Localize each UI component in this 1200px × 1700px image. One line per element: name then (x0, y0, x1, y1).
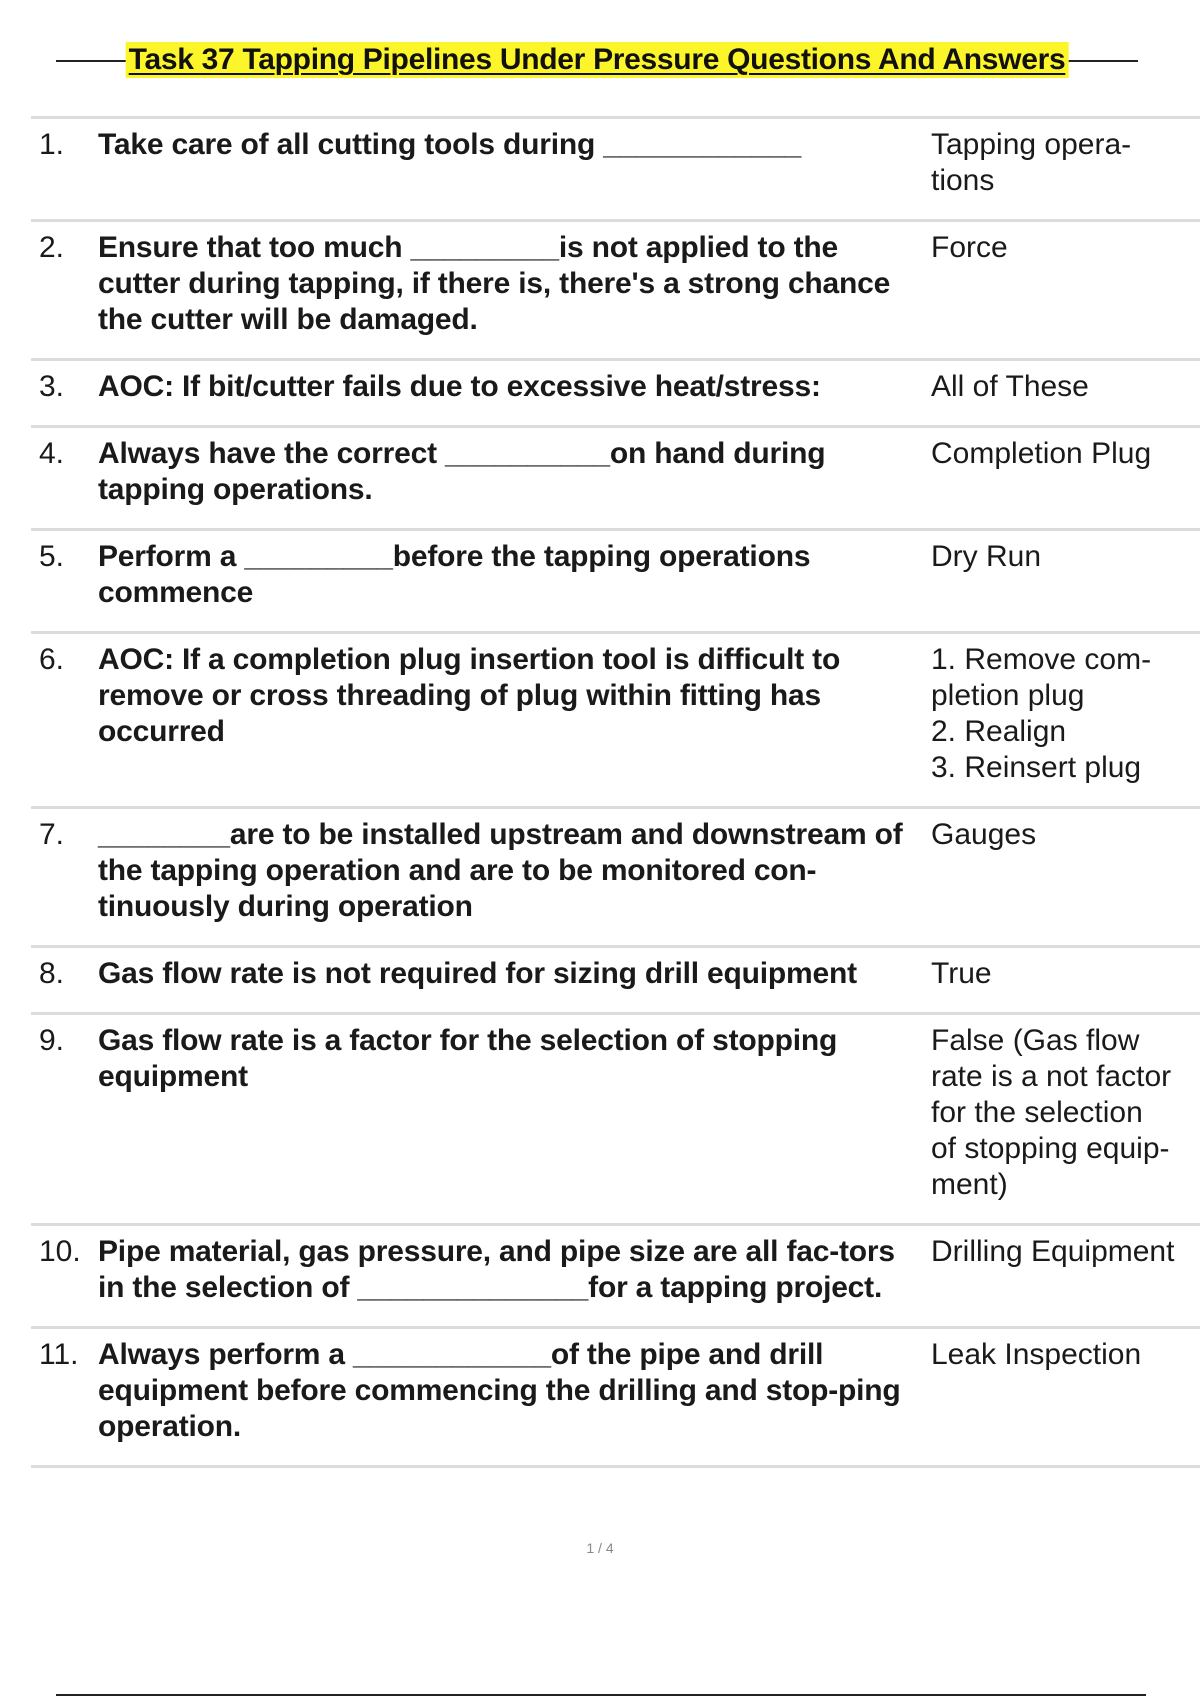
question-number: 1. (39, 128, 65, 161)
question-number: 2. (39, 231, 65, 264)
question-number: 7. (39, 818, 65, 851)
question-number: 9. (39, 1024, 65, 1057)
answer-text: True (931, 957, 992, 990)
question-text: Perform a _________before the tapping operations commence (98, 540, 811, 609)
answer-text: Tapping opera- tions (931, 128, 1132, 197)
answer-text: Completion Plug (931, 437, 1152, 470)
question-text: Gas flow rate is not required for sizing drill equipment (98, 957, 857, 990)
question-text: Always perform a ____________of the pipe and drill equipment before commencing the drilling and stop-ping operation. (98, 1338, 901, 1443)
question-text: Pipe material, gas pressure, and pipe size are all fac-tors in the selection of ______________for a tapping project. (98, 1235, 895, 1304)
question-text: Always have the correct __________on hand during tapping operations. (98, 437, 826, 506)
table-row (31, 1329, 1200, 1468)
answer-text: False (Gas flow rate is a not factor for the selection of stopping equip- ment) (931, 1024, 1172, 1201)
answer-text: 1. Remove com- pletion plug 2. Realign 3. Reinsert plug (931, 643, 1152, 784)
question-number: 3. (39, 370, 65, 403)
question-text: AOC: If bit/cutter fails due to excessive heat/stress: (98, 370, 821, 403)
answer-text: All of These (931, 370, 1089, 403)
question-number: 4. (39, 437, 65, 470)
table-row (31, 634, 1200, 809)
question-number: 6. (39, 643, 65, 676)
answer-text: Dry Run (931, 540, 1042, 573)
table-row (31, 809, 1200, 948)
table-row (31, 531, 1200, 634)
title-bar (56, 40, 1138, 80)
page-number: 1 / 4 (586, 1540, 614, 1556)
page-title: Task 37 Tapping Pipelines Under Pressure Questions And Answers (126, 42, 1069, 78)
table-row (31, 428, 1200, 531)
table-row (31, 222, 1200, 361)
table-row (31, 1226, 1200, 1329)
answer-text: Gauges (931, 818, 1037, 851)
question-number: 8. (39, 957, 65, 990)
table-row (31, 948, 1200, 1015)
table-row (31, 361, 1200, 428)
question-number: 11. (39, 1338, 79, 1371)
answer-text: Force (931, 231, 1008, 264)
answer-text: Drilling Equipment (931, 1235, 1175, 1268)
question-text: ________are to be installed upstream and downstream of the tapping operation and are to be monitored con-tinuously during operation (98, 818, 903, 923)
question-text: Gas flow rate is a factor for the selection of stopping equipment (98, 1024, 838, 1093)
question-text: AOC: If a completion plug insertion tool is difficult to remove or cross threading of plug within fitting has occurred (98, 643, 841, 748)
answer-text: Leak Inspection (931, 1338, 1142, 1371)
table-row (31, 119, 1200, 222)
question-number: 5. (39, 540, 65, 573)
question-text: Take care of all cutting tools during ____________ (98, 128, 802, 161)
qa-table (31, 116, 1200, 1468)
question-number: 10. (39, 1235, 81, 1268)
bottom-rule (56, 1694, 1146, 1696)
question-text: Ensure that too much _________is not applied to the cutter during tapping, if there is, there's a strong chance the cutter will be damaged. (98, 231, 891, 336)
table-row (31, 1015, 1200, 1226)
